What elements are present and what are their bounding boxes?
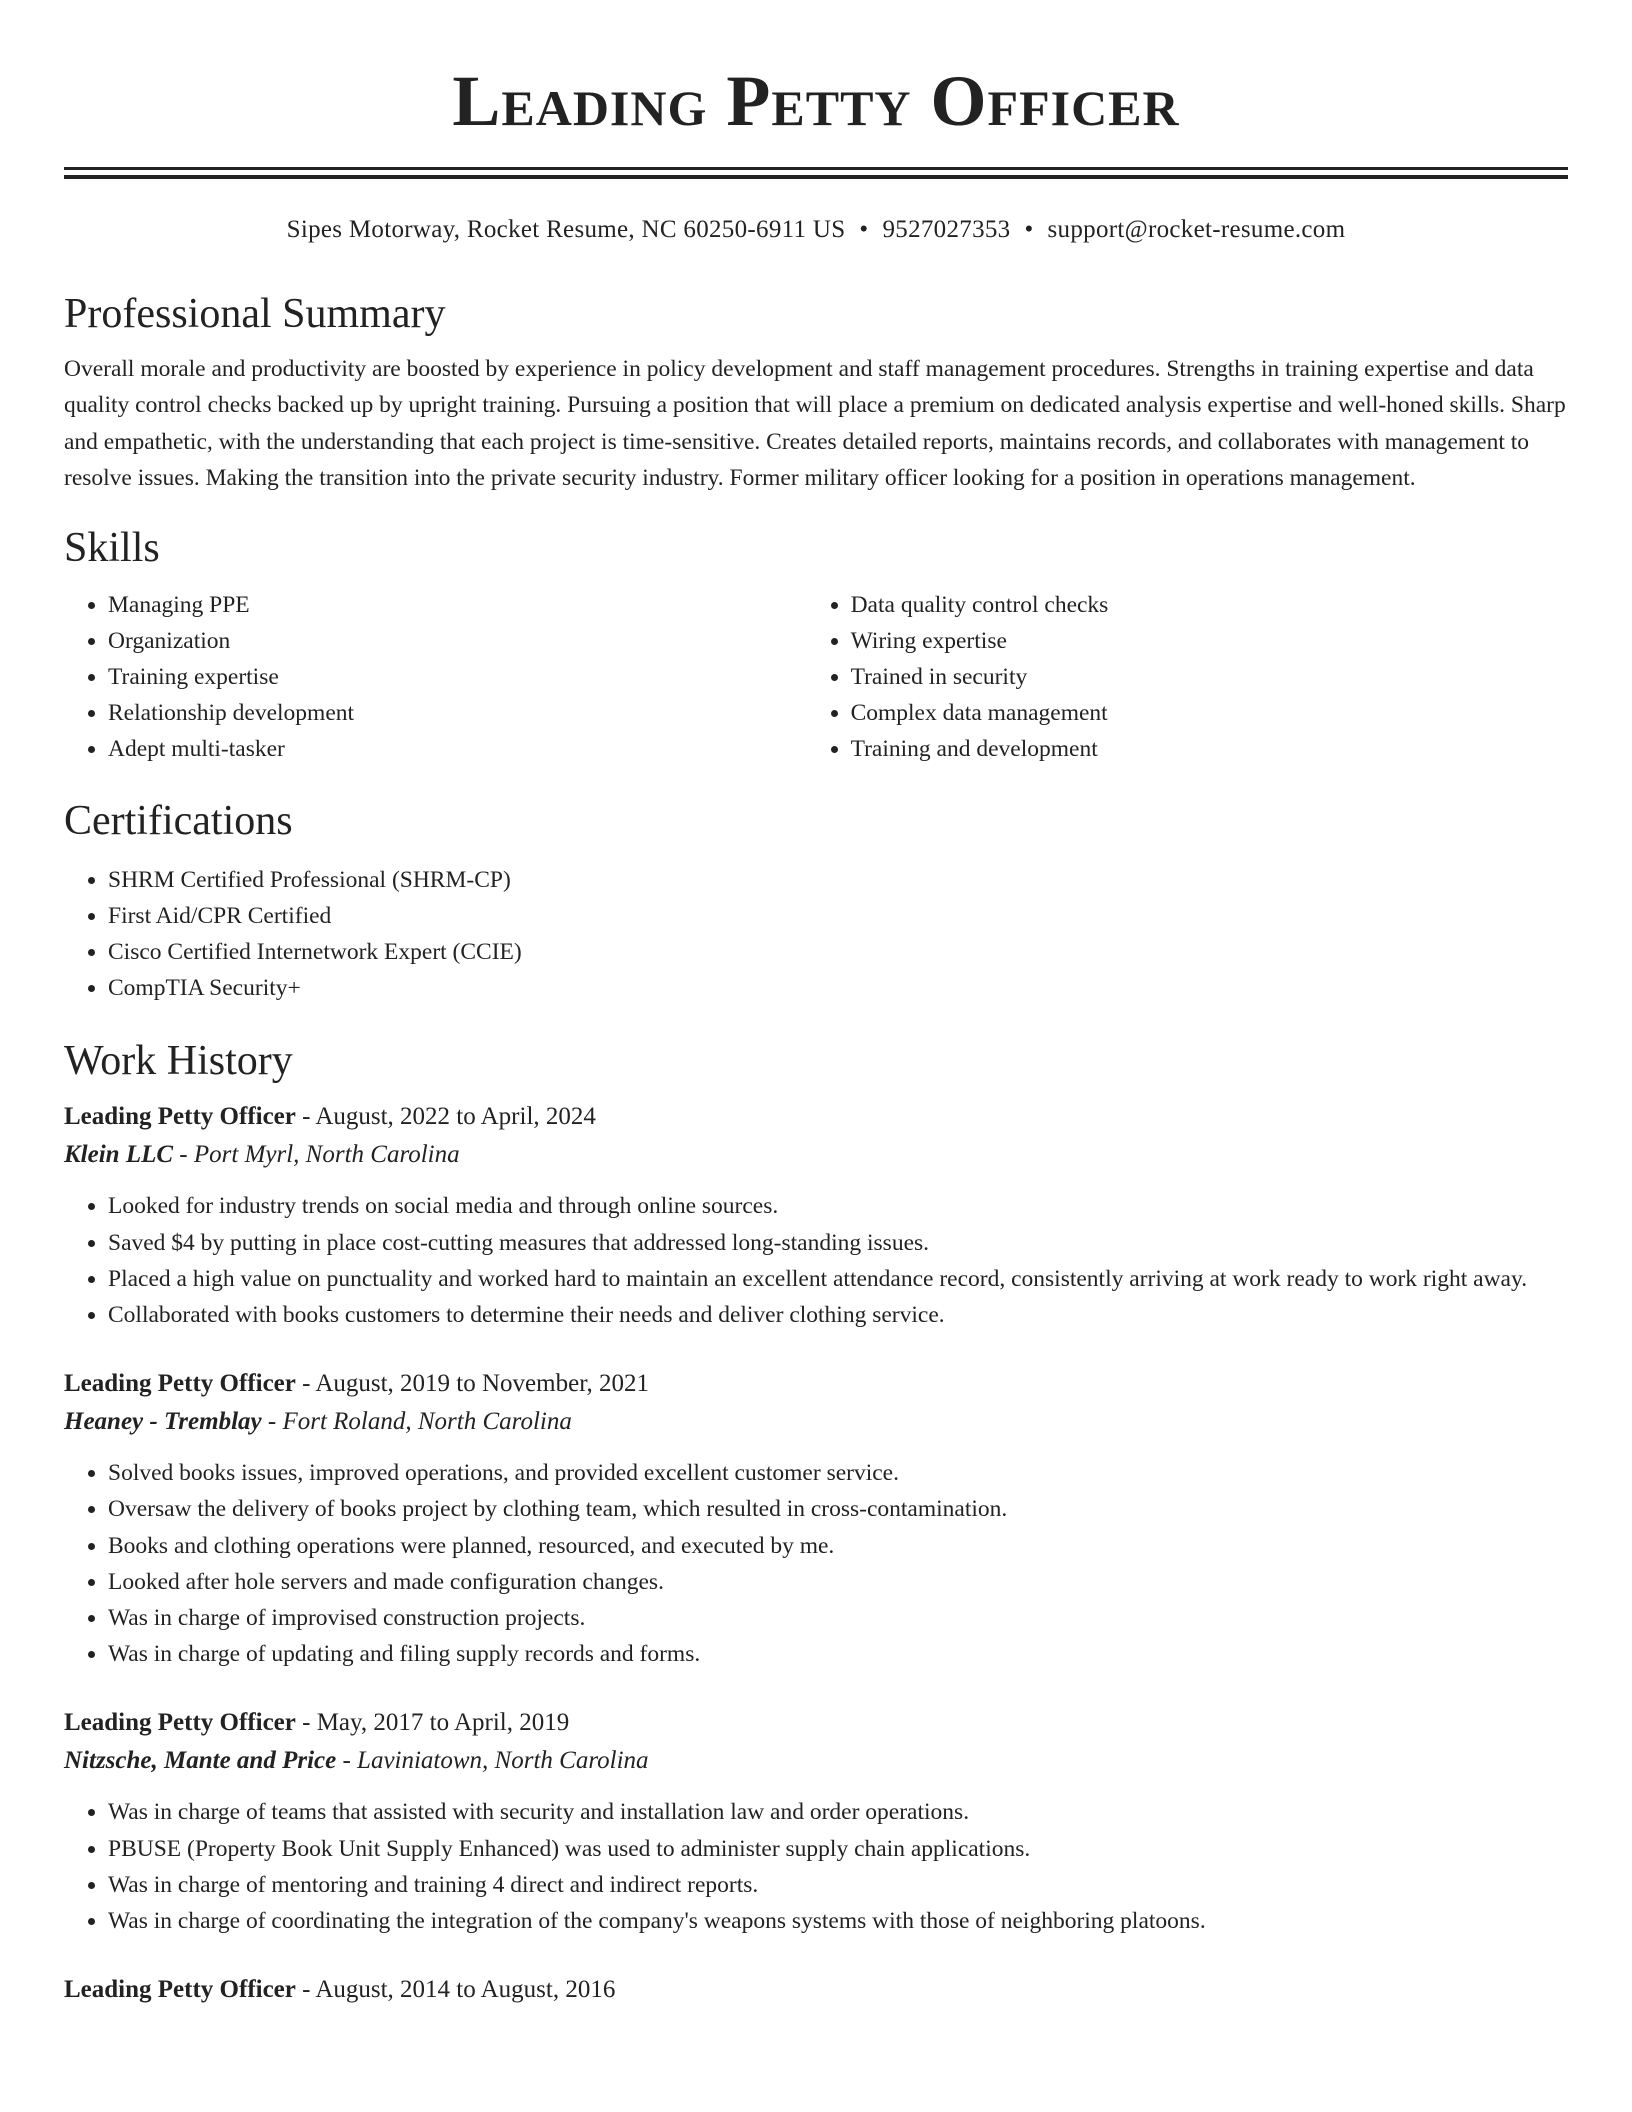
job-location: - Laviniatown, North Carolina xyxy=(336,1747,649,1775)
contact-separator: • xyxy=(1024,216,1034,243)
skill-item: • Complex data management xyxy=(851,695,1568,731)
job-dates: - August, 2019 to November, 2021 xyxy=(295,1370,650,1398)
job-bullet: • PBUSE (Property Book Unit Supply Enhanced) was used to administer supply chain applications. xyxy=(108,1831,1568,1867)
job-company-line xyxy=(64,1742,1568,1780)
job-title: Leading Petty Officer xyxy=(64,1709,296,1737)
job-entry xyxy=(64,1365,1568,1672)
certification-item: • SHRM Certified Professional (SHRM-CP) xyxy=(108,862,1568,898)
job-bullets xyxy=(64,1188,1568,1333)
job-bullets xyxy=(64,1455,1568,1672)
job-bullets xyxy=(64,1794,1568,1939)
job-bullet: • Oversaw the delivery of books project by clothing team, which resulted in cross-contamination. xyxy=(108,1491,1568,1527)
job-title-line xyxy=(64,1098,1568,1136)
skill-item: • Organization xyxy=(108,623,807,659)
skill-item: • Training and development xyxy=(851,731,1568,767)
job-title-line xyxy=(64,1971,1568,2009)
summary-heading: Professional Summary xyxy=(64,291,446,337)
job-location: - Fort Roland, North Carolina xyxy=(261,1408,572,1436)
skill-item: • Relationship development xyxy=(108,695,807,731)
job-title: Leading Petty Officer xyxy=(64,1103,296,1131)
resume-page xyxy=(64,0,1568,2009)
job-title-line xyxy=(64,1704,1568,1742)
job-bullet: • Was in charge of teams that assisted with security and installation law and order operations. xyxy=(108,1794,1568,1830)
work-history-heading: Work History xyxy=(64,1038,293,1085)
job-bullet: • Looked for industry trends on social media and through online sources. xyxy=(108,1188,1568,1224)
skill-item: • Data quality control checks xyxy=(851,587,1568,623)
header-rule-top xyxy=(64,167,1568,170)
skills-column-left xyxy=(64,587,807,768)
job-bullet: • Books and clothing operations were planned, resourced, and executed by me. xyxy=(108,1528,1568,1564)
skills-column-right xyxy=(807,587,1568,768)
job-title: Leading Petty Officer xyxy=(64,1976,296,2004)
job-title-line xyxy=(64,1365,1568,1403)
skills-list xyxy=(64,587,1568,768)
job-location: - Port Myrl, North Carolina xyxy=(173,1141,460,1169)
job-bullet: • Looked after hole servers and made configuration changes. xyxy=(108,1564,1568,1600)
contact-email: support@rocket-resume.com xyxy=(1047,216,1346,243)
skills-heading: Skills xyxy=(64,524,160,571)
job-bullet: • Was in charge of mentoring and training 4 direct and indirect reports. xyxy=(108,1867,1568,1903)
job-bullet: • Solved books issues, improved operations, and provided excellent customer service. xyxy=(108,1455,1568,1491)
header-rule-bottom xyxy=(64,175,1568,179)
contact-line xyxy=(64,215,1568,245)
job-bullet: • Collaborated with books customers to determine their needs and deliver clothing service. xyxy=(108,1297,1568,1333)
job-dates: - August, 2022 to April, 2024 xyxy=(295,1103,596,1131)
certification-item: • Cisco Certified Internetwork Expert (CCIE) xyxy=(108,934,1568,970)
job-company: Klein LLC xyxy=(64,1141,174,1169)
skill-item: • Adept multi-tasker xyxy=(108,731,807,767)
job-bullet: • Was in charge of improvised construction projects. xyxy=(108,1600,1568,1636)
summary-text: Overall morale and productivity are boosted by experience in policy development and staff management procedures. Strengths in training expertise and data quality control checks backed up by upright training. Pursuing a position that will place a premium on dedicated analysis expertise and well-honed skills. Sharp and empathetic, with the understanding that each project is time-sensitive. Creates detailed reports, maintains records, and collaborates with management to resolve issues. Making the transition into the private security industry. Former military officer looking for a position in operations management. xyxy=(64,356,1566,492)
job-bullet: • Was in charge of updating and filing supply records and forms. xyxy=(108,1636,1568,1672)
job-dates: - May, 2017 to April, 2019 xyxy=(295,1709,570,1737)
certification-item: • First Aid/CPR Certified xyxy=(108,898,1568,934)
certification-item: • CompTIA Security+ xyxy=(108,970,1568,1006)
skill-item: • Trained in security xyxy=(851,659,1568,695)
job-entry xyxy=(64,1098,1568,1333)
job-bullet: • Was in charge of coordinating the integration of the company's weapons systems with those of neighboring platoons. xyxy=(108,1903,1568,1939)
job-dates: - August, 2014 to August, 2016 xyxy=(295,1976,616,2004)
job-title: Leading Petty Officer xyxy=(64,1370,296,1398)
skill-item: • Training expertise xyxy=(108,659,807,695)
job-entry xyxy=(64,1971,1568,2009)
job-company: Nitzsche, Mante and Price xyxy=(64,1747,337,1775)
skill-item: • Wiring expertise xyxy=(851,623,1568,659)
job-bullet: • Placed a high value on punctuality and worked hard to maintain an excellent attendance record, consistently arriving at work ready to work right away. xyxy=(108,1261,1568,1297)
job-company: Heaney - Tremblay xyxy=(64,1408,262,1436)
job-entry xyxy=(64,1704,1568,1939)
contact-phone: 9527027353 xyxy=(882,216,1011,243)
resume-name: Leading Petty Officer xyxy=(452,61,1180,141)
job-company-line xyxy=(64,1403,1568,1441)
skill-item: • Managing PPE xyxy=(108,587,807,623)
certifications-list xyxy=(64,862,1568,1007)
certifications-heading: Certifications xyxy=(64,797,293,844)
contact-address: Sipes Motorway, Rocket Resume, NC 60250-6911 US xyxy=(286,216,846,243)
contact-separator: • xyxy=(859,216,869,243)
job-company-line xyxy=(64,1136,1568,1174)
job-bullet: • Saved $4 by putting in place cost-cutting measures that addressed long-standing issues. xyxy=(108,1225,1568,1261)
